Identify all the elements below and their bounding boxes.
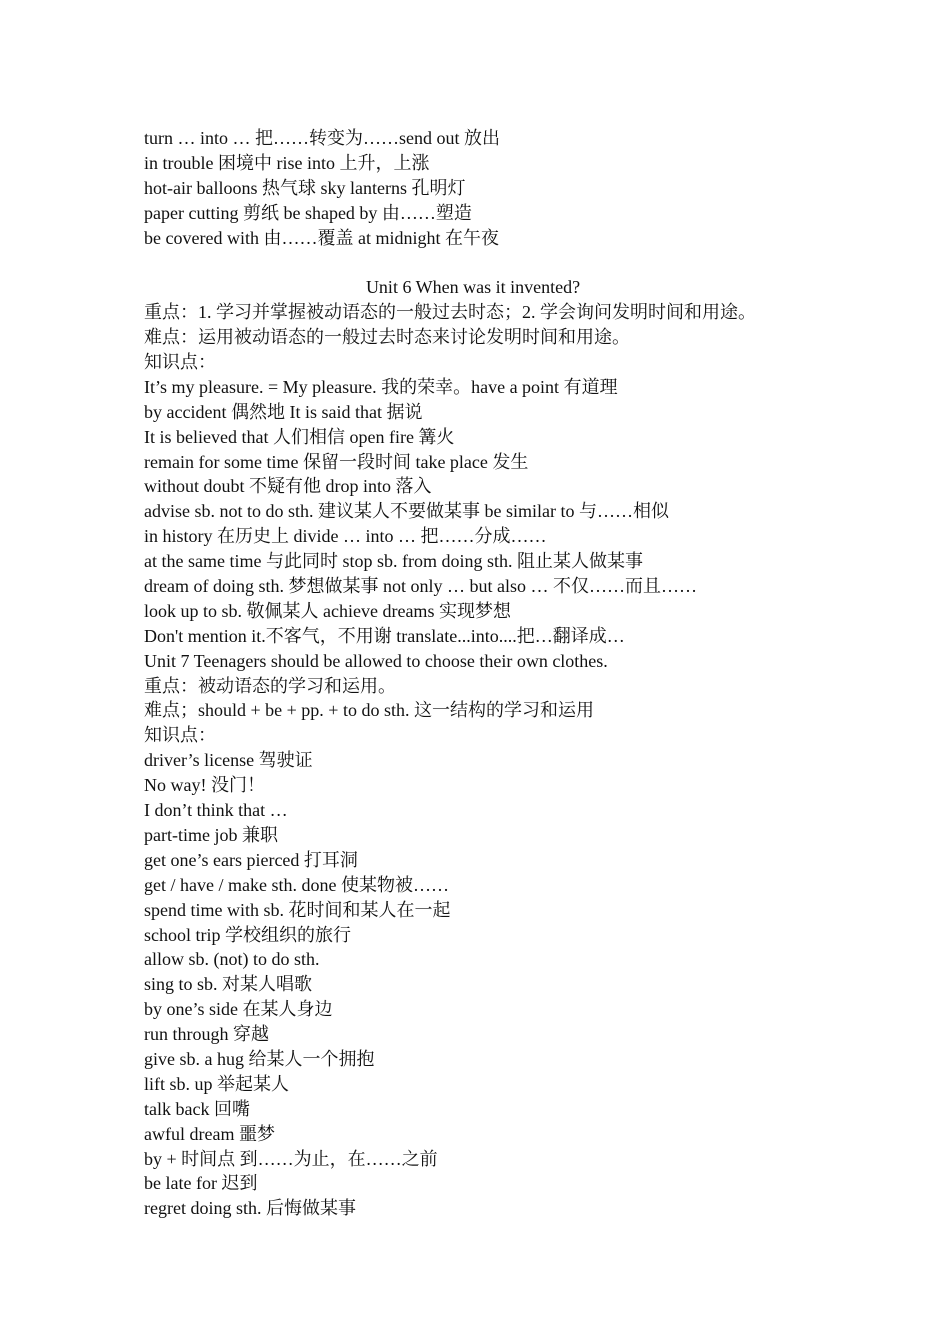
vocab-line: by + 时间点 到……为止，在……之前 xyxy=(144,1148,438,1169)
vocab-line: talk back 回嘴 xyxy=(144,1098,250,1119)
vocab-line: remain for some time 保留一段时间 take place 发生 xyxy=(144,451,529,472)
document-content xyxy=(144,126,824,1221)
vocab-line: in trouble 困境中 rise into 上升，上涨 xyxy=(144,152,430,173)
vocab-line: without doubt 不疑有他 drop into 落入 xyxy=(144,476,432,497)
vocab-line: driver’s license 驾驶证 xyxy=(144,750,313,771)
vocab-line: by one’s side 在某人身边 xyxy=(144,999,333,1020)
unit7-key-points: 重点：被动语态的学习和运用。 xyxy=(144,675,396,696)
vocab-line: paper cutting 剪纸 be shaped by 由……塑造 xyxy=(144,202,472,223)
vocab-line: Don't mention it.不客气，不用谢 translate...into....把…翻译成… xyxy=(144,625,625,646)
vocab-line: school trip 学校组织的旅行 xyxy=(144,924,351,945)
vocab-line: spend time with sb. 花时间和某人在一起 xyxy=(144,899,451,920)
vocab-line: hot-air balloons 热气球 sky lanterns 孔明灯 xyxy=(144,177,466,198)
vocab-line: I don’t think that … xyxy=(144,800,288,821)
vocab-line: It is believed that 人们相信 open fire 篝火 xyxy=(144,426,455,447)
vocab-line: give sb. a hug 给某人一个拥抱 xyxy=(144,1048,375,1069)
vocab-line: It’s my pleasure. = My pleasure. 我的荣幸。have a point 有道理 xyxy=(144,376,618,397)
vocab-line: turn … into … 把……转变为……send out 放出 xyxy=(144,128,500,148)
vocab-line: lift sb. up 举起某人 xyxy=(144,1073,290,1094)
unit6-title: Unit 6 When was it invented? xyxy=(365,277,581,298)
unit6-difficulties: 难点：运用被动语态的一般过去时态来讨论发明时间和用途。 xyxy=(144,327,630,348)
vocab-line: advise sb. not to do sth. 建议某人不要做某事 be similar to 与……相似 xyxy=(144,501,669,522)
vocab-line: be covered with 由……覆盖 at midnight 在午夜 xyxy=(144,227,499,248)
unit6-knowledge-heading: 知识点： xyxy=(144,352,216,373)
vocab-line: in history 在历史上 divide … into … 把……分成…… xyxy=(144,526,547,547)
vocab-line: awful dream 噩梦 xyxy=(144,1123,275,1144)
blank-line xyxy=(144,250,824,275)
vocab-line: sing to sb. 对某人唱歌 xyxy=(144,974,313,995)
vocab-line: by accident 偶然地 It is said that 据说 xyxy=(144,401,423,422)
vocab-line: get / have / make sth. done 使某物被…… xyxy=(144,874,449,895)
vocab-line: at the same time 与此同时 stop sb. from doing sth. 阻止某人做某事 xyxy=(144,551,643,572)
vocab-line: No way! 没门！ xyxy=(144,775,265,796)
vocab-line: be late for 迟到 xyxy=(144,1173,258,1194)
vocab-line: regret doing sth. 后悔做某事 xyxy=(144,1198,356,1219)
vocab-line: part-time job 兼职 xyxy=(144,824,278,845)
unit6-key-points: 重点：1. 学习并掌握被动语态的一般过去时态；2. 学会询问发明时间和用途。 xyxy=(144,302,756,323)
unit7-knowledge-heading: 知识点： xyxy=(144,725,216,746)
vocab-line: allow sb. (not) to do sth. xyxy=(144,949,320,970)
unit7-title: Unit 7 Teenagers should be allowed to choose their own clothes. xyxy=(144,650,608,671)
vocab-line: look up to sb. 敬佩某人 achieve dreams 实现梦想 xyxy=(144,600,511,621)
vocab-line: get one’s ears pierced 打耳洞 xyxy=(144,849,358,870)
vocab-line: run through 穿越 xyxy=(144,1024,269,1045)
unit7-difficulties: 难点；should + be + pp. + to do sth. 这一结构的学习和运用 xyxy=(144,700,594,721)
vocab-line: dream of doing sth. 梦想做某事 not only … but also … 不仅……而且…… xyxy=(144,576,697,597)
